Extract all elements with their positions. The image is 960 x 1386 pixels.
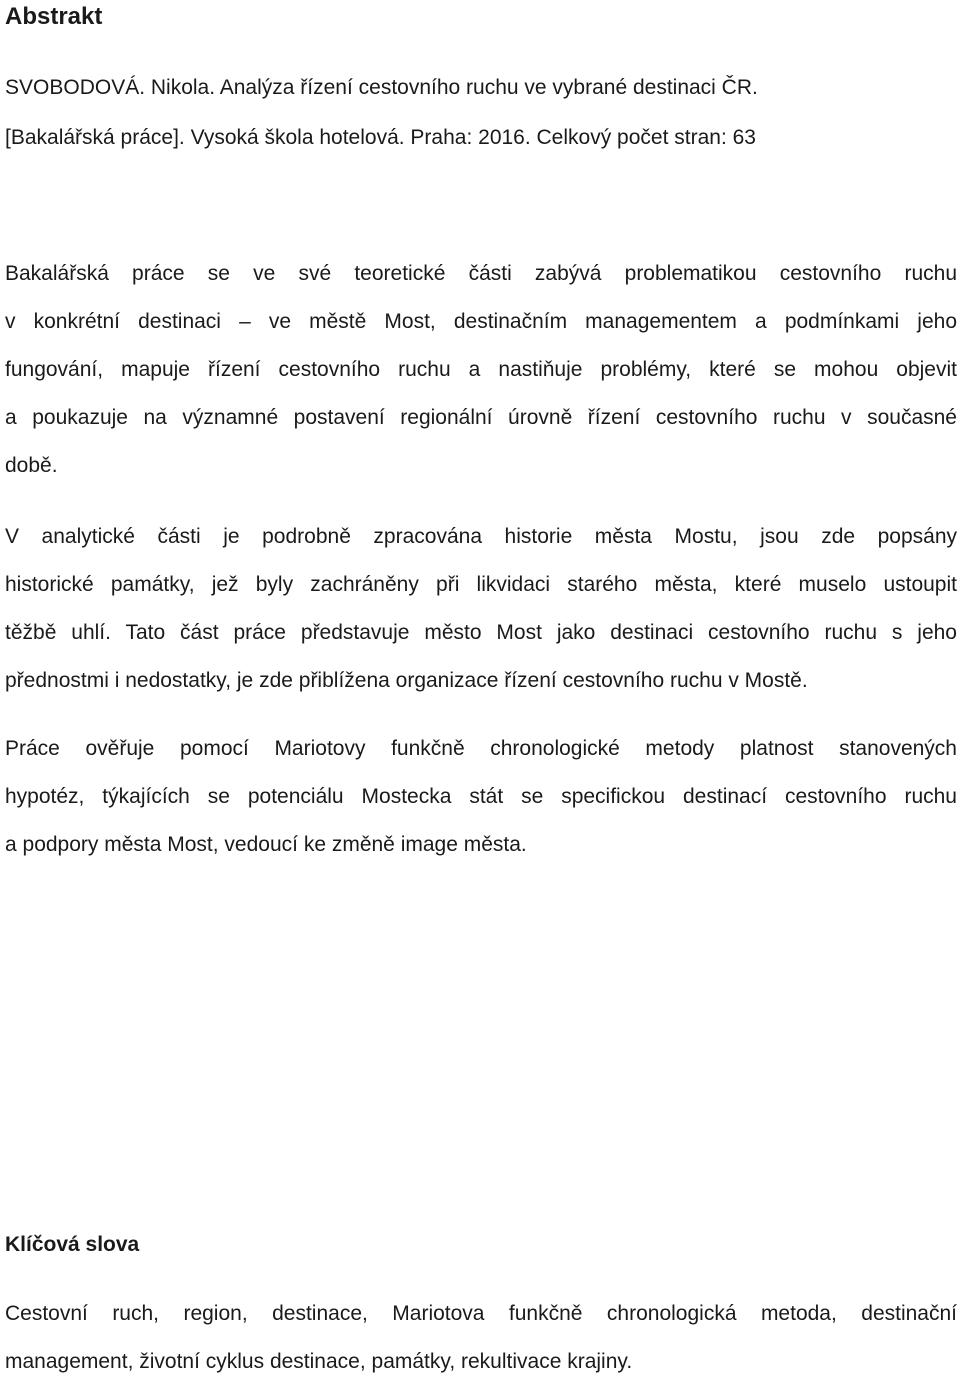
- abstract-heading: Abstrakt: [5, 3, 103, 30]
- paragraph-line: Práce ověřuje pomocí Mariotovy funkčně chronologické metody platnost stanovených: [5, 737, 957, 760]
- keywords-paragraph: [5, 1290, 957, 1386]
- citation: [5, 63, 957, 163]
- abstract-paragraph-method: [5, 725, 957, 869]
- paragraph-line: přednostmi i nedostatky, je zde přiblížena organizace řízení cestovního ruchu v Mostě.: [5, 669, 808, 692]
- paragraph-line: V analytické části je podrobně zpracována historie města Mostu, jsou zde popsány: [5, 525, 957, 548]
- keywords-line: Cestovní ruch, region, destinace, Mariotova funkčně chronologická metoda, destinační: [5, 1302, 957, 1325]
- paragraph-line: v konkrétní destinaci – ve městě Most, destinačním managementem a podmínkami jeho: [5, 310, 957, 333]
- paragraph-line: a poukazuje na významné postavení regionální úrovně řízení cestovního ruchu v současné: [5, 406, 957, 429]
- citation-line: [Bakalářská práce]. Vysoká škola hotelová. Praha: 2016. Celkový počet stran: 63: [5, 126, 756, 149]
- paragraph-line: historické památky, jež byly zachráněny při likvidaci starého města, které muselo ustoupit: [5, 573, 957, 596]
- keywords-line: management, životní cyklus destinace, památky, rekultivace krajiny.: [5, 1350, 633, 1373]
- paragraph-line: hypotéz, týkajících se potenciálu Mostecka stát se specifickou destinací cestovního ruchu: [5, 785, 957, 808]
- paragraph-line: době.: [5, 454, 58, 477]
- paragraph-line: a podpory města Most, vedoucí ke změně image města.: [5, 833, 527, 856]
- paragraph-line: fungování, mapuje řízení cestovního ruchu a nastiňuje problémy, které se mohou objevit: [5, 358, 957, 381]
- keywords-heading: Klíčová slova: [5, 1233, 140, 1256]
- abstract-paragraph-analysis: [5, 513, 957, 705]
- citation-line: SVOBODOVÁ. Nikola. Analýza řízení cestovního ruchu ve vybrané destinaci ČR.: [5, 76, 758, 99]
- paragraph-line: Bakalářská práce se ve své teoretické části zabývá problematikou cestovního ruchu: [5, 262, 957, 285]
- abstract-paragraph-theory: [5, 250, 957, 490]
- paragraph-line: těžbě uhlí. Tato část práce představuje město Most jako destinaci cestovního ruchu s jeho: [5, 621, 957, 644]
